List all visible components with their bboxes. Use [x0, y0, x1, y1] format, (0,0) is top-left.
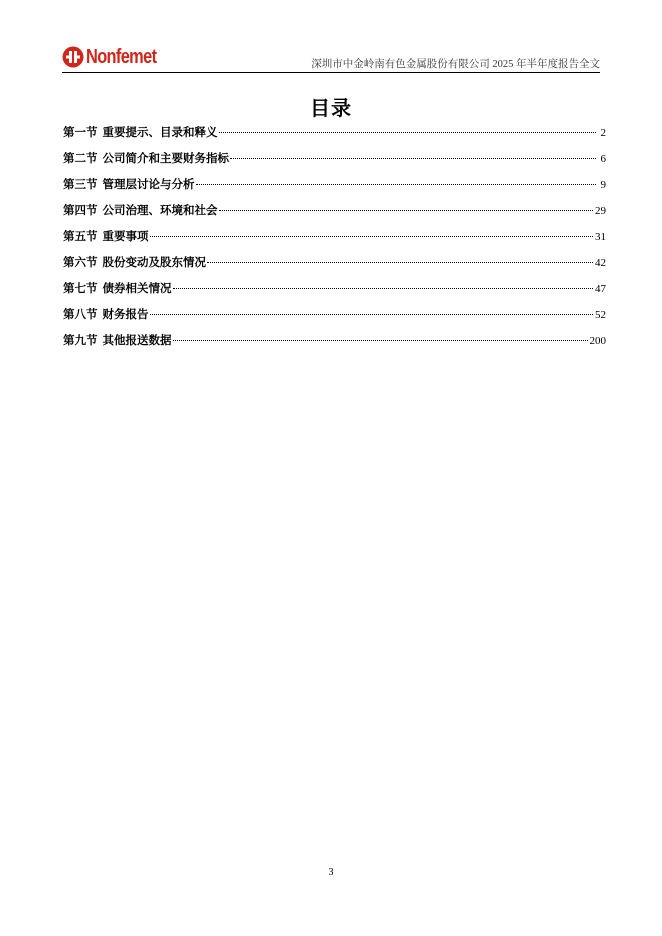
- toc-entry[interactable]: [63, 280, 606, 306]
- page-header: [62, 44, 600, 73]
- toc-entry-label: [63, 254, 206, 270]
- toc-section-number: 第六节: [63, 255, 98, 269]
- toc-section-number: 第五节: [63, 229, 98, 243]
- toc-entry-label: [63, 176, 195, 192]
- toc-dot-leader: [219, 132, 597, 133]
- toc-section-title: 公司治理、环境和社会: [102, 203, 218, 217]
- toc-entry[interactable]: [63, 176, 606, 202]
- toc-entry-label: [63, 202, 218, 218]
- toc-entry[interactable]: [63, 228, 606, 254]
- toc-entry-label: [63, 280, 172, 296]
- toc-entry-label: [63, 306, 149, 322]
- toc-section-title: 公司简介和主要财务指标: [102, 151, 229, 165]
- toc-entry-label: [63, 150, 229, 166]
- toc-entry[interactable]: [63, 332, 606, 358]
- toc-section-number: 第三节: [63, 177, 98, 191]
- toc-entry[interactable]: [63, 124, 606, 150]
- toc-page-number: 31: [595, 231, 606, 243]
- toc-dot-leader: [150, 314, 594, 315]
- toc-section-title: 其他报送数据: [102, 333, 172, 347]
- toc-page-number: 47: [595, 283, 606, 295]
- toc-section-title: 财务报告: [102, 307, 149, 321]
- toc-entry-label: [63, 228, 149, 244]
- toc-dot-leader: [219, 210, 594, 211]
- logo-text: Nonfemet: [86, 46, 157, 68]
- toc-section-number: 第一节: [63, 125, 98, 139]
- toc-dot-leader: [196, 184, 597, 185]
- toc-section-title: 重要提示、目录和释义: [102, 125, 218, 139]
- toc-dot-leader: [207, 262, 593, 263]
- table-of-contents: [63, 124, 606, 358]
- nonfemet-logo-icon: [62, 46, 84, 68]
- document-title: 深圳市中金岭南有色金属股份有限公司 2025 年半年度报告全文: [311, 59, 600, 70]
- toc-section-number: 第九节: [63, 333, 98, 347]
- toc-dot-leader: [173, 288, 594, 289]
- toc-page-number: 2: [600, 127, 606, 139]
- page-number: 3: [328, 867, 334, 878]
- toc-section-number: 第二节: [63, 151, 98, 165]
- toc-section-number: 第七节: [63, 281, 98, 295]
- toc-page-number: 9: [600, 179, 606, 191]
- toc-dot-leader: [230, 158, 596, 159]
- toc-dot-leader: [150, 236, 594, 237]
- toc-page-number: 52: [595, 309, 606, 321]
- toc-section-number: 第四节: [63, 203, 98, 217]
- toc-page-number: 200: [589, 335, 606, 347]
- toc-entry-label: [63, 124, 218, 140]
- toc-entry[interactable]: [63, 254, 606, 280]
- toc-page-number: 29: [595, 205, 606, 217]
- toc-heading: 目录: [310, 96, 352, 120]
- toc-entry-label: [63, 332, 172, 348]
- toc-section-title: 管理层讨论与分析: [102, 177, 195, 191]
- toc-dot-leader: [173, 340, 588, 341]
- toc-entry[interactable]: [63, 150, 606, 176]
- toc-section-title: 重要事项: [102, 229, 149, 243]
- toc-page-number: 6: [600, 153, 606, 165]
- toc-section-title: 股份变动及股东情况: [102, 255, 206, 269]
- company-logo: [62, 46, 172, 68]
- toc-section-number: 第八节: [63, 307, 98, 321]
- toc-section-title: 债券相关情况: [102, 281, 172, 295]
- toc-entry[interactable]: [63, 202, 606, 228]
- toc-entry[interactable]: [63, 306, 606, 332]
- toc-page-number: 42: [595, 257, 606, 269]
